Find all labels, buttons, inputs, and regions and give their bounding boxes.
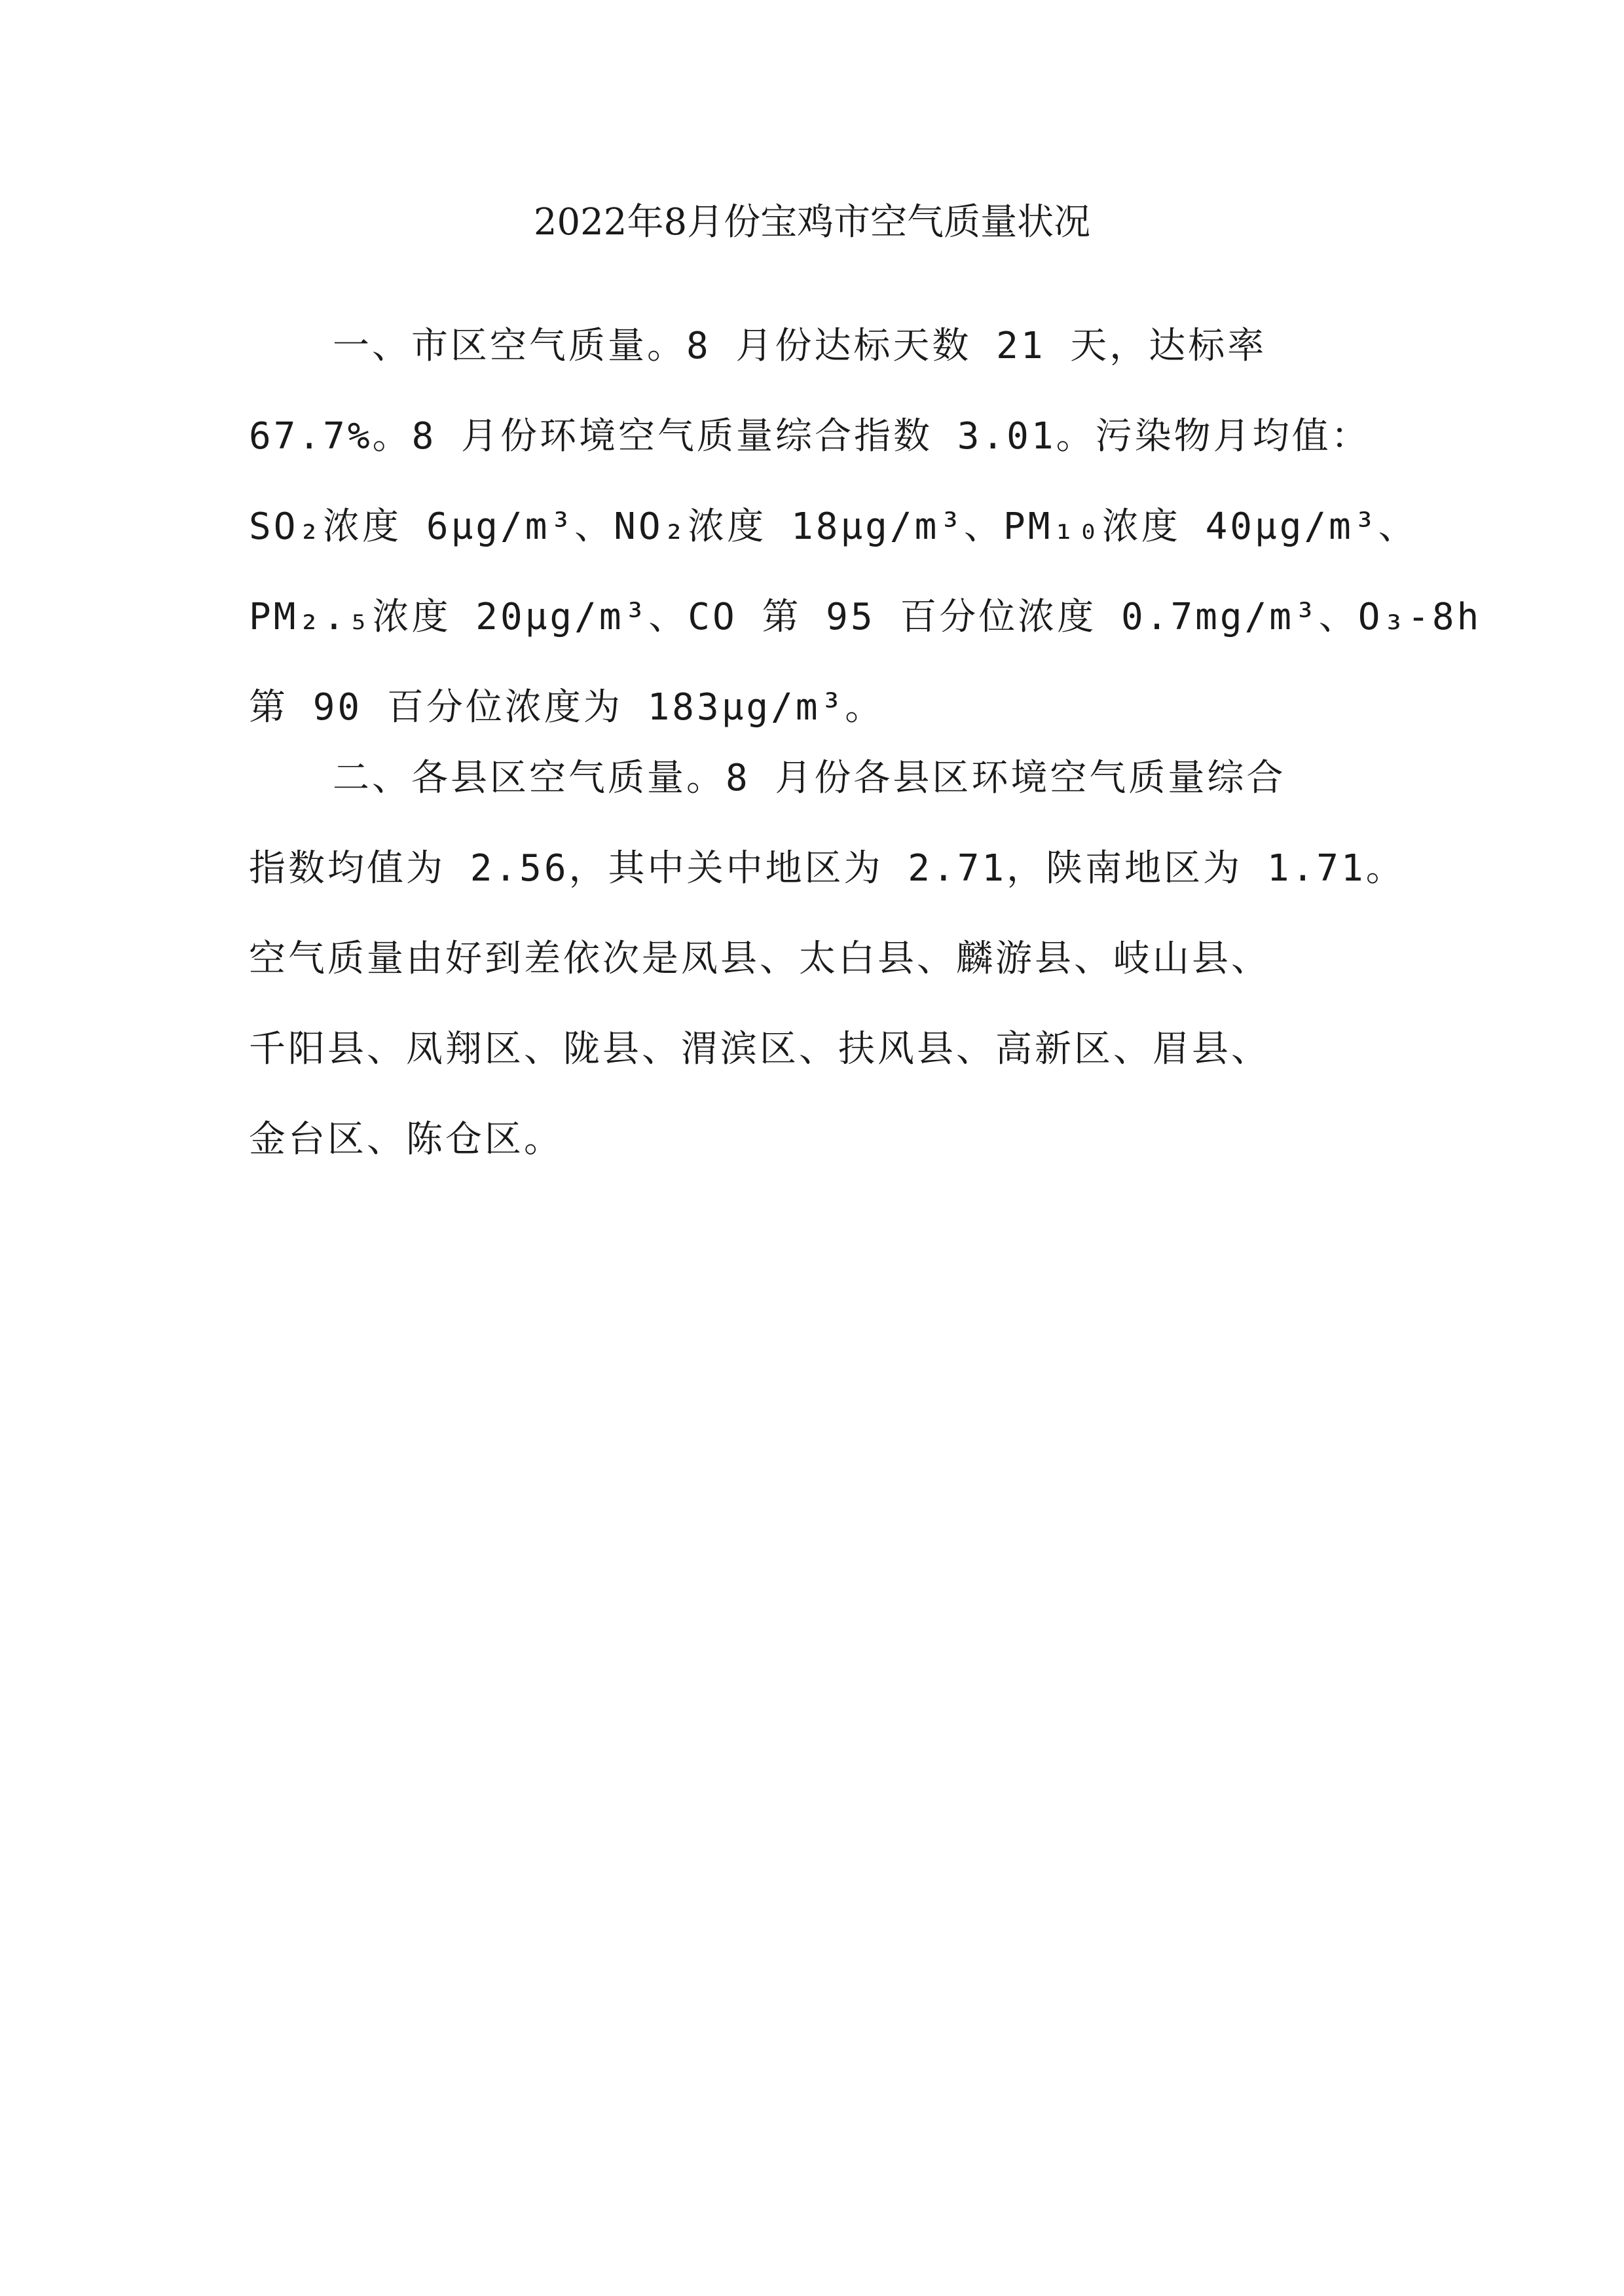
paragraph-line: 第 90 百分位浓度为 183μg/m³。 [249, 686, 885, 729]
paragraph-line: SO₂浓度 6μg/m³、NO₂浓度 18μg/m³、PM₁₀浓度 40μg/m³、 [249, 505, 1418, 548]
paragraph-county-air-quality [249, 733, 1405, 1185]
paragraph-line: 千阳县、凤翔区、陇县、渭滨区、扶风县、高新区、眉县、 [249, 1028, 1270, 1070]
paragraph-line: 一、市区空气质量。8 月份达标天数 21 天，达标率 [333, 325, 1267, 367]
document-title: 2022年8月份宝鸡市空气质量状况 [533, 201, 1091, 244]
paragraph-line: 金台区、陈仓区。 [249, 1118, 563, 1161]
paragraph-line: PM₂.₅浓度 20μg/m³、CO 第 95 百分位浓度 0.7mg/m³、O₃-8h [249, 596, 1482, 638]
paragraph-city-air-quality [249, 301, 1482, 753]
paragraph-line: 空气质量由好到差依次是凤县、太白县、麟游县、岐山县、 [249, 938, 1270, 980]
paragraph-line: 67.7%。8 月份环境空气质量综合指数 3.01。污染物月均值： [249, 415, 1371, 458]
paragraph-line: 指数均值为 2.56，其中关中地区为 2.71，陕南地区为 1.71。 [249, 847, 1405, 890]
paragraph-line: 二、各县区空气质量。8 月份各县区环境空气质量综合 [333, 757, 1286, 799]
